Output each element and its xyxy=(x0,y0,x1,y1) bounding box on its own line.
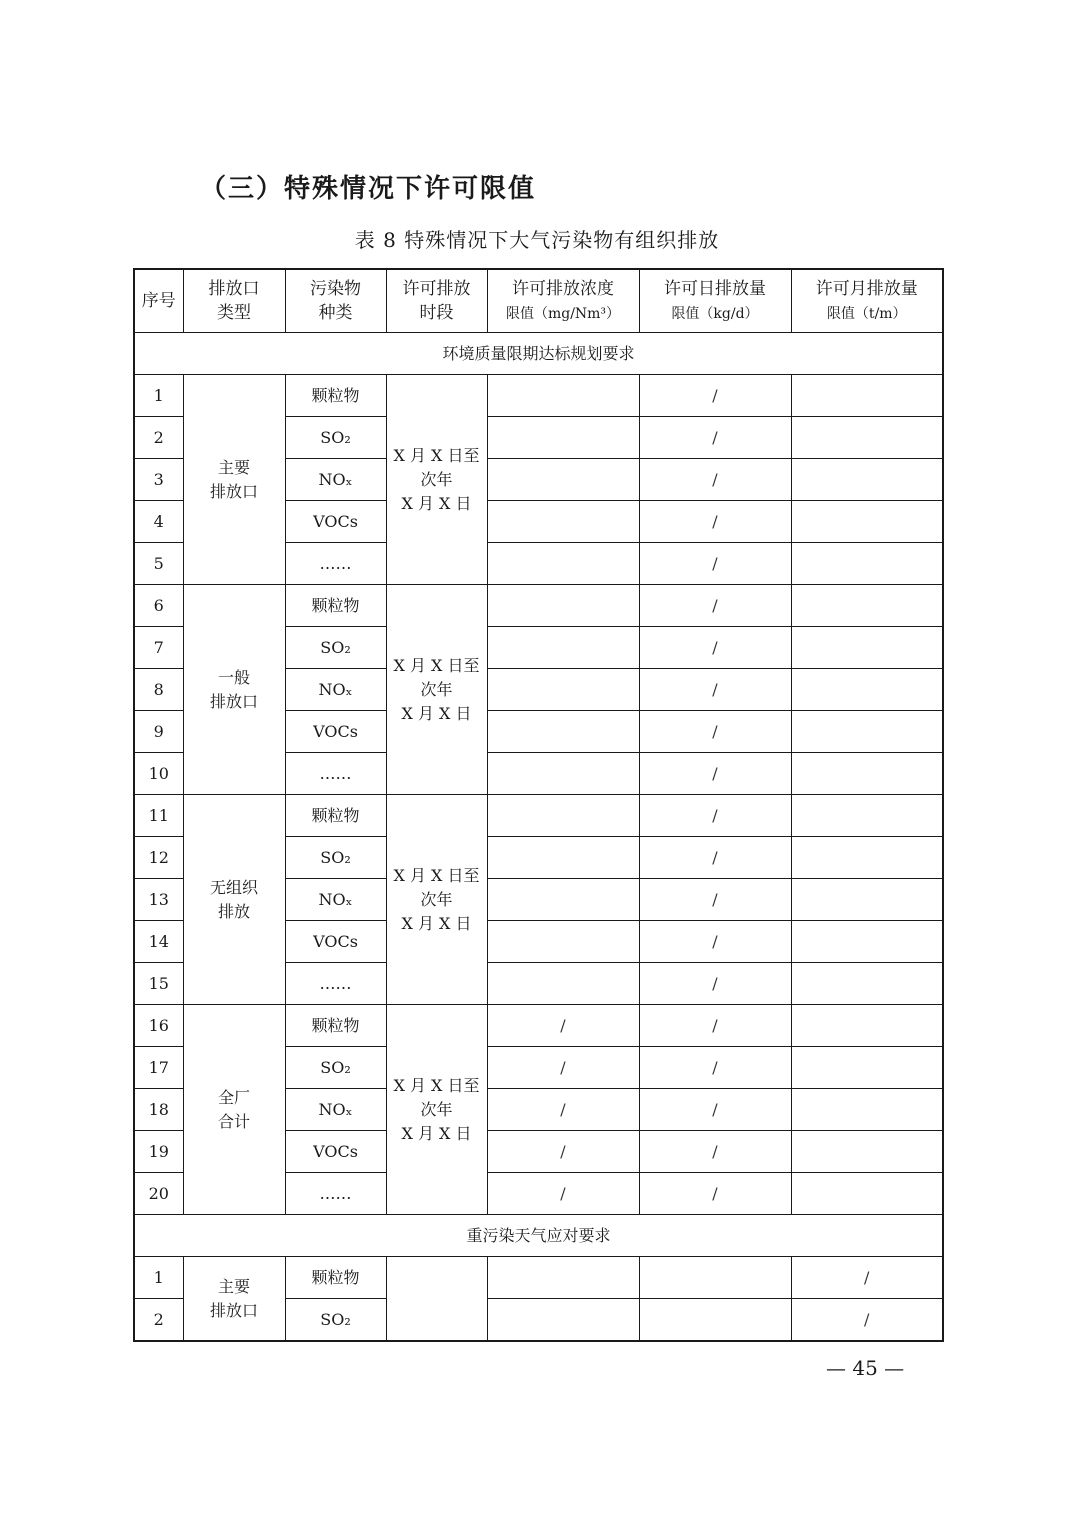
pollutant-cell: NOₓ xyxy=(285,459,386,501)
concentration-limit-cell xyxy=(487,375,639,417)
concentration-limit-cell: / xyxy=(487,1131,639,1173)
table-caption: 表 8 特殊情况下大气污染物有组织排放 xyxy=(354,228,720,252)
monthly-limit-cell xyxy=(791,963,943,1005)
monthly-limit-cell xyxy=(791,1131,943,1173)
monthly-limit-cell xyxy=(791,921,943,963)
pollutant-cell: SO₂ xyxy=(285,1299,386,1342)
daily-limit-cell: / xyxy=(639,795,791,837)
header-permit-period: 许可排放 时段 xyxy=(386,269,487,333)
header-daily-limit: 许可日排放量 限值（kg/d） xyxy=(639,269,791,333)
row-seq-cell: 8 xyxy=(134,669,183,711)
concentration-limit-cell xyxy=(487,417,639,459)
monthly-limit-cell xyxy=(791,753,943,795)
daily-limit-cell: / xyxy=(639,543,791,585)
outlet-type-cell: 主要 排放口 xyxy=(183,1257,285,1342)
monthly-limit-cell xyxy=(791,417,943,459)
row-seq-cell: 3 xyxy=(134,459,183,501)
daily-limit-cell: / xyxy=(639,753,791,795)
monthly-limit-cell xyxy=(791,1089,943,1131)
page-number: — 45 — xyxy=(826,1356,905,1380)
daily-limit-cell xyxy=(639,1299,791,1342)
row-seq-cell: 20 xyxy=(134,1173,183,1215)
outlet-type-cell: 主要 排放口 xyxy=(183,375,285,585)
table-row xyxy=(134,1257,943,1299)
permit-period-cell: X 月 X 日至 次年 X 月 X 日 xyxy=(386,795,487,1005)
row-seq-cell: 14 xyxy=(134,921,183,963)
concentration-limit-cell xyxy=(487,627,639,669)
pollutant-cell: VOCs xyxy=(285,1131,386,1173)
daily-limit-cell: / xyxy=(639,585,791,627)
concentration-limit-cell xyxy=(487,963,639,1005)
concentration-limit-cell: / xyxy=(487,1047,639,1089)
row-seq-cell: 1 xyxy=(134,1257,183,1299)
row-seq-cell: 9 xyxy=(134,711,183,753)
row-seq-cell: 2 xyxy=(134,417,183,459)
concentration-limit-cell xyxy=(487,921,639,963)
monthly-limit-cell xyxy=(791,1173,943,1215)
row-seq-cell: 11 xyxy=(134,795,183,837)
monthly-limit-cell: / xyxy=(791,1299,943,1342)
header-concentration-limit: 许可排放浓度 限值（mg/Nm³） xyxy=(487,269,639,333)
row-seq-cell: 15 xyxy=(134,963,183,1005)
monthly-limit-cell xyxy=(791,1047,943,1089)
pollutant-cell: NOₓ xyxy=(285,669,386,711)
concentration-limit-cell xyxy=(487,585,639,627)
monthly-limit-cell xyxy=(791,501,943,543)
table-header-row xyxy=(134,269,943,333)
table-row xyxy=(134,795,943,837)
row-seq-cell: 19 xyxy=(134,1131,183,1173)
daily-limit-cell: / xyxy=(639,417,791,459)
permit-period-cell: X 月 X 日至 次年 X 月 X 日 xyxy=(386,375,487,585)
monthly-limit-cell xyxy=(791,1005,943,1047)
concentration-limit-cell xyxy=(487,1257,639,1299)
row-seq-cell: 6 xyxy=(134,585,183,627)
table-body xyxy=(134,333,943,1342)
concentration-limit-cell xyxy=(487,543,639,585)
daily-limit-cell: / xyxy=(639,1173,791,1215)
row-seq-cell: 16 xyxy=(134,1005,183,1047)
row-seq-cell: 2 xyxy=(134,1299,183,1342)
section-title: 环境质量限期达标规划要求 xyxy=(134,333,943,375)
pollutant-cell: 颗粒物 xyxy=(285,375,386,417)
pollutant-cell: SO₂ xyxy=(285,417,386,459)
concentration-limit-cell xyxy=(487,711,639,753)
monthly-limit-cell xyxy=(791,627,943,669)
row-seq-cell: 17 xyxy=(134,1047,183,1089)
emission-limits-table xyxy=(133,268,944,1342)
outlet-type-cell: 无组织 排放 xyxy=(183,795,285,1005)
table-row xyxy=(134,585,943,627)
daily-limit-cell: / xyxy=(639,627,791,669)
daily-limit-cell: / xyxy=(639,963,791,1005)
monthly-limit-cell xyxy=(791,543,943,585)
pollutant-cell: VOCs xyxy=(285,921,386,963)
daily-limit-cell: / xyxy=(639,669,791,711)
section-row xyxy=(134,333,943,375)
pollutant-cell: 颗粒物 xyxy=(285,1005,386,1047)
section-heading: （三）特殊情况下许可限值 xyxy=(200,174,537,204)
header-monthly-limit: 许可月排放量 限值（t/m） xyxy=(791,269,943,333)
section-title: 重污染天气应对要求 xyxy=(134,1215,943,1257)
header-pollutant-type: 污染物 种类 xyxy=(285,269,386,333)
row-seq-cell: 18 xyxy=(134,1089,183,1131)
daily-limit-cell: / xyxy=(639,1005,791,1047)
pollutant-cell: SO₂ xyxy=(285,627,386,669)
row-seq-cell: 12 xyxy=(134,837,183,879)
daily-limit-cell: / xyxy=(639,459,791,501)
concentration-limit-cell xyxy=(487,879,639,921)
section-row xyxy=(134,1215,943,1257)
monthly-limit-cell xyxy=(791,375,943,417)
monthly-limit-cell xyxy=(791,879,943,921)
header-seq: 序号 xyxy=(134,269,183,333)
daily-limit-cell: / xyxy=(639,1089,791,1131)
table-row xyxy=(134,375,943,417)
outlet-type-cell: 全厂 合计 xyxy=(183,1005,285,1215)
pollutant-cell: …… xyxy=(285,1173,386,1215)
row-seq-cell: 1 xyxy=(134,375,183,417)
daily-limit-cell: / xyxy=(639,837,791,879)
pollutant-cell: 颗粒物 xyxy=(285,795,386,837)
pollutant-cell: SO₂ xyxy=(285,837,386,879)
concentration-limit-cell xyxy=(487,1299,639,1342)
monthly-limit-cell: / xyxy=(791,1257,943,1299)
concentration-limit-cell: / xyxy=(487,1089,639,1131)
daily-limit-cell: / xyxy=(639,711,791,753)
pollutant-cell: NOₓ xyxy=(285,879,386,921)
row-seq-cell: 5 xyxy=(134,543,183,585)
daily-limit-cell xyxy=(639,1257,791,1299)
row-seq-cell: 4 xyxy=(134,501,183,543)
concentration-limit-cell: / xyxy=(487,1173,639,1215)
permit-period-cell: X 月 X 日至 次年 X 月 X 日 xyxy=(386,585,487,795)
monthly-limit-cell xyxy=(791,585,943,627)
concentration-limit-cell xyxy=(487,669,639,711)
pollutant-cell: NOₓ xyxy=(285,1089,386,1131)
pollutant-cell: …… xyxy=(285,753,386,795)
outlet-type-cell: 一般 排放口 xyxy=(183,585,285,795)
daily-limit-cell: / xyxy=(639,1047,791,1089)
pollutant-cell: SO₂ xyxy=(285,1047,386,1089)
monthly-limit-cell xyxy=(791,711,943,753)
concentration-limit-cell: / xyxy=(487,1005,639,1047)
pollutant-cell: VOCs xyxy=(285,711,386,753)
permit-period-cell xyxy=(386,1257,487,1342)
concentration-limit-cell xyxy=(487,459,639,501)
permit-period-cell: X 月 X 日至 次年 X 月 X 日 xyxy=(386,1005,487,1215)
pollutant-cell: 颗粒物 xyxy=(285,585,386,627)
row-seq-cell: 10 xyxy=(134,753,183,795)
header-outlet-type: 排放口 类型 xyxy=(183,269,285,333)
monthly-limit-cell xyxy=(791,459,943,501)
concentration-limit-cell xyxy=(487,795,639,837)
pollutant-cell: …… xyxy=(285,543,386,585)
pollutant-cell: VOCs xyxy=(285,501,386,543)
row-seq-cell: 13 xyxy=(134,879,183,921)
concentration-limit-cell xyxy=(487,753,639,795)
monthly-limit-cell xyxy=(791,795,943,837)
daily-limit-cell: / xyxy=(639,1131,791,1173)
pollutant-cell: 颗粒物 xyxy=(285,1257,386,1299)
pollutant-cell: …… xyxy=(285,963,386,1005)
monthly-limit-cell xyxy=(791,669,943,711)
monthly-limit-cell xyxy=(791,837,943,879)
daily-limit-cell: / xyxy=(639,879,791,921)
table-row xyxy=(134,1005,943,1047)
daily-limit-cell: / xyxy=(639,501,791,543)
concentration-limit-cell xyxy=(487,501,639,543)
daily-limit-cell: / xyxy=(639,921,791,963)
row-seq-cell: 7 xyxy=(134,627,183,669)
concentration-limit-cell xyxy=(487,837,639,879)
daily-limit-cell: / xyxy=(639,375,791,417)
